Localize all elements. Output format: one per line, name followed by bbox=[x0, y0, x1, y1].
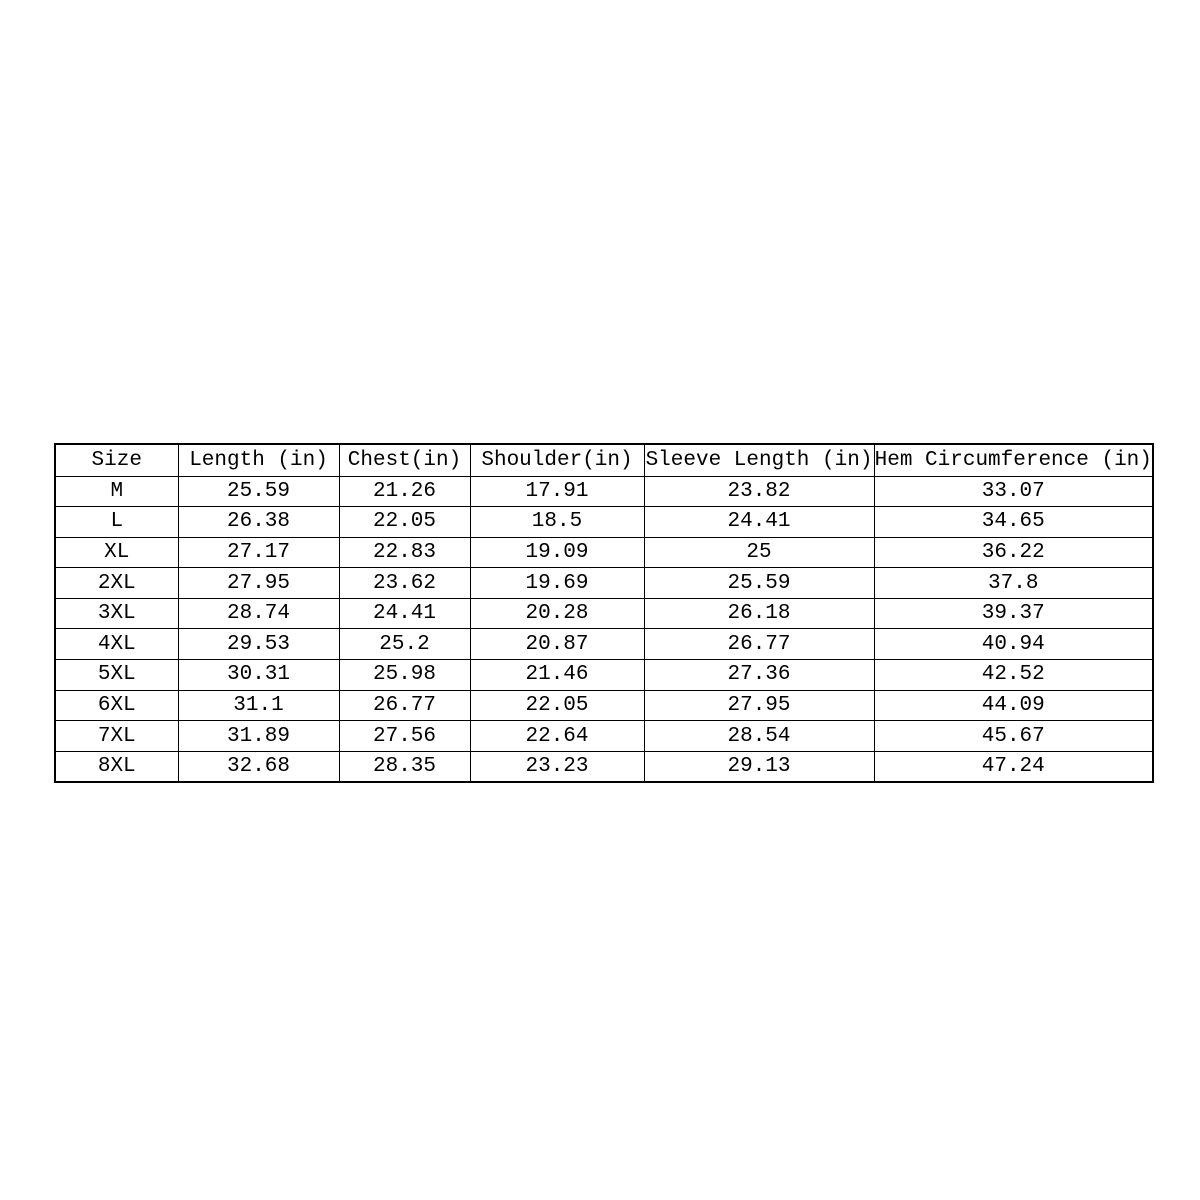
hem-circumference-cell: 37.8 bbox=[874, 568, 1153, 599]
header-size: Size bbox=[55, 444, 178, 476]
length-cell: 25.59 bbox=[178, 476, 339, 507]
table-body bbox=[55, 476, 1153, 782]
shoulder-cell: 17.91 bbox=[470, 476, 644, 507]
shoulder-cell: 22.64 bbox=[470, 721, 644, 752]
table-row bbox=[55, 629, 1153, 660]
length-cell: 27.95 bbox=[178, 568, 339, 599]
chest-cell: 22.83 bbox=[339, 537, 470, 568]
table-row bbox=[55, 660, 1153, 691]
table-row bbox=[55, 568, 1153, 599]
table-row bbox=[55, 598, 1153, 629]
length-cell: 31.1 bbox=[178, 690, 339, 721]
hem-circumference-cell: 39.37 bbox=[874, 598, 1153, 629]
shoulder-cell: 19.69 bbox=[470, 568, 644, 599]
header-row bbox=[55, 444, 1153, 476]
size-cell: L bbox=[55, 507, 178, 538]
size-cell: 8XL bbox=[55, 751, 178, 782]
size-cell: 2XL bbox=[55, 568, 178, 599]
sleeve-length-cell: 25.59 bbox=[644, 568, 874, 599]
hem-circumference-cell: 34.65 bbox=[874, 507, 1153, 538]
sleeve-length-cell: 25 bbox=[644, 537, 874, 568]
size-cell: XL bbox=[55, 537, 178, 568]
shoulder-cell: 20.28 bbox=[470, 598, 644, 629]
size-chart-table bbox=[54, 443, 1154, 783]
size-cell: 4XL bbox=[55, 629, 178, 660]
sleeve-length-cell: 26.18 bbox=[644, 598, 874, 629]
sleeve-length-cell: 26.77 bbox=[644, 629, 874, 660]
header-shoulder: Shoulder(in) bbox=[470, 444, 644, 476]
header-hem-circumference: Hem Circumference (in) bbox=[874, 444, 1153, 476]
sleeve-length-cell: 29.13 bbox=[644, 751, 874, 782]
sleeve-length-cell: 24.41 bbox=[644, 507, 874, 538]
size-cell: 5XL bbox=[55, 660, 178, 691]
table-row bbox=[55, 507, 1153, 538]
chest-cell: 21.26 bbox=[339, 476, 470, 507]
chest-cell: 23.62 bbox=[339, 568, 470, 599]
table-header bbox=[55, 444, 1153, 476]
hem-circumference-cell: 42.52 bbox=[874, 660, 1153, 691]
header-sleeve-length: Sleeve Length (in) bbox=[644, 444, 874, 476]
hem-circumference-cell: 33.07 bbox=[874, 476, 1153, 507]
length-cell: 31.89 bbox=[178, 721, 339, 752]
shoulder-cell: 22.05 bbox=[470, 690, 644, 721]
shoulder-cell: 18.5 bbox=[470, 507, 644, 538]
table-row bbox=[55, 690, 1153, 721]
size-cell: 6XL bbox=[55, 690, 178, 721]
shoulder-cell: 20.87 bbox=[470, 629, 644, 660]
sleeve-length-cell: 27.36 bbox=[644, 660, 874, 691]
hem-circumference-cell: 36.22 bbox=[874, 537, 1153, 568]
shoulder-cell: 23.23 bbox=[470, 751, 644, 782]
table-row bbox=[55, 751, 1153, 782]
size-cell: M bbox=[55, 476, 178, 507]
sleeve-length-cell: 23.82 bbox=[644, 476, 874, 507]
hem-circumference-cell: 47.24 bbox=[874, 751, 1153, 782]
table-row bbox=[55, 721, 1153, 752]
chest-cell: 26.77 bbox=[339, 690, 470, 721]
length-cell: 28.74 bbox=[178, 598, 339, 629]
header-chest: Chest(in) bbox=[339, 444, 470, 476]
sleeve-length-cell: 28.54 bbox=[644, 721, 874, 752]
hem-circumference-cell: 44.09 bbox=[874, 690, 1153, 721]
header-length: Length (in) bbox=[178, 444, 339, 476]
size-cell: 3XL bbox=[55, 598, 178, 629]
length-cell: 30.31 bbox=[178, 660, 339, 691]
table-row bbox=[55, 476, 1153, 507]
shoulder-cell: 21.46 bbox=[470, 660, 644, 691]
hem-circumference-cell: 45.67 bbox=[874, 721, 1153, 752]
length-cell: 29.53 bbox=[178, 629, 339, 660]
shoulder-cell: 19.09 bbox=[470, 537, 644, 568]
chest-cell: 25.98 bbox=[339, 660, 470, 691]
length-cell: 32.68 bbox=[178, 751, 339, 782]
length-cell: 27.17 bbox=[178, 537, 339, 568]
sleeve-length-cell: 27.95 bbox=[644, 690, 874, 721]
chest-cell: 24.41 bbox=[339, 598, 470, 629]
chest-cell: 25.2 bbox=[339, 629, 470, 660]
length-cell: 26.38 bbox=[178, 507, 339, 538]
table-row bbox=[55, 537, 1153, 568]
size-cell: 7XL bbox=[55, 721, 178, 752]
hem-circumference-cell: 40.94 bbox=[874, 629, 1153, 660]
chest-cell: 28.35 bbox=[339, 751, 470, 782]
chest-cell: 22.05 bbox=[339, 507, 470, 538]
chest-cell: 27.56 bbox=[339, 721, 470, 752]
